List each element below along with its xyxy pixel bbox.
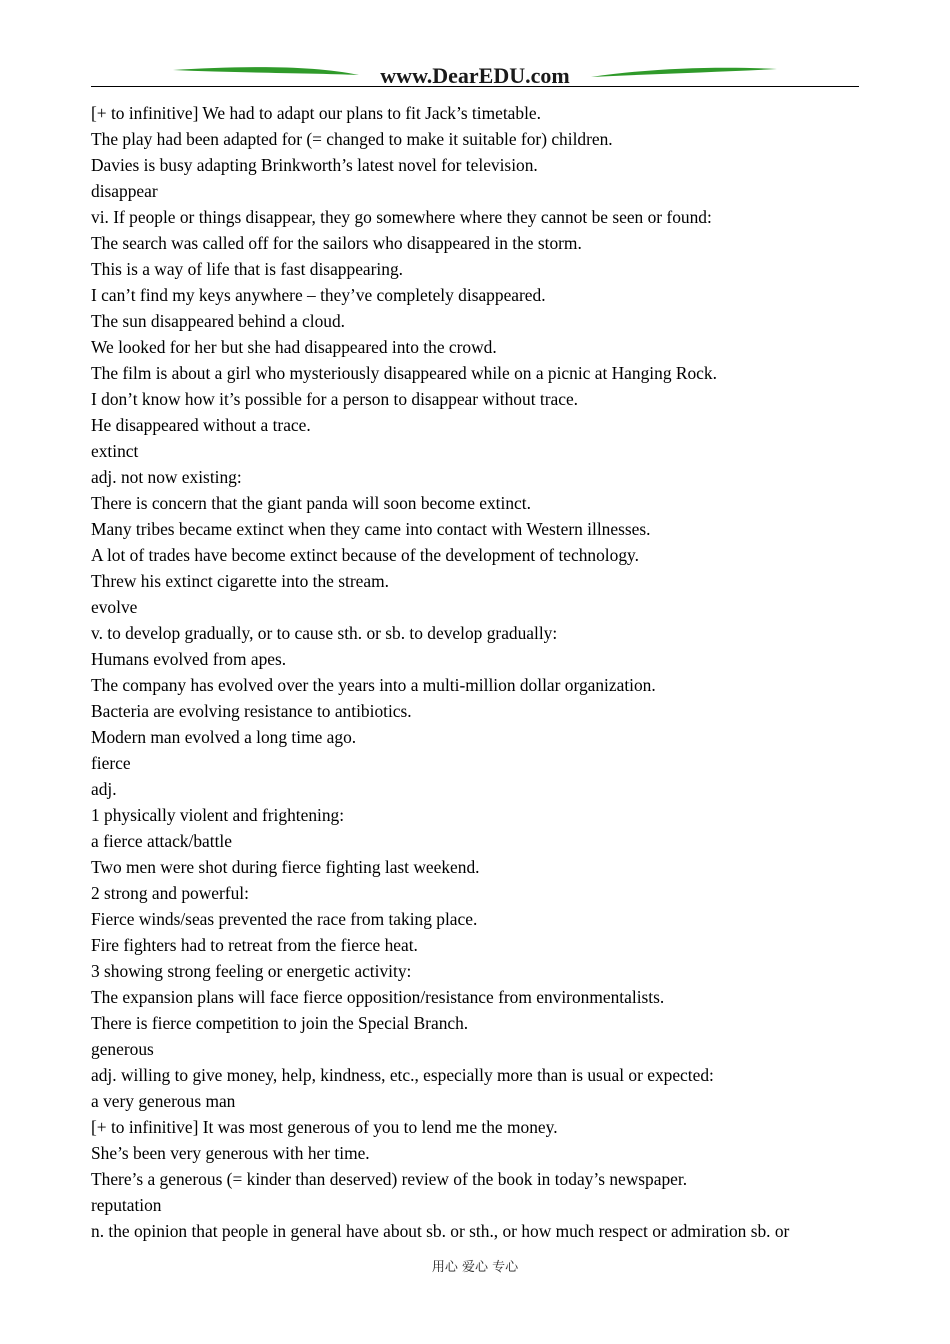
text-line: fierce — [91, 753, 131, 773]
text-line: Two men were shot during fierce fighting last weekend. — [91, 857, 480, 877]
text-line: v. to develop gradually, or to cause sth. or sb. to develop gradually: — [91, 623, 558, 643]
text-line: The expansion plans will face fierce opposition/resistance from environmentalists. — [91, 987, 665, 1007]
document-body — [91, 100, 866, 1244]
text-line: The sun disappeared behind a cloud. — [91, 311, 346, 331]
header-rule — [91, 86, 859, 87]
text-line: evolve — [91, 597, 138, 617]
logo-left-swoosh — [173, 67, 359, 75]
text-line: A lot of trades have become extinct because of the development of technology. — [91, 545, 639, 565]
text-line: The search was called off for the sailors who disappeared in the storm. — [91, 233, 582, 253]
text-line: n. the opinion that people in general have about sb. or sth., or how much respect or admiration sb. or — [91, 1221, 790, 1241]
text-line: Davies is busy adapting Brinkworth’s latest novel for television. — [91, 155, 538, 175]
logo-right-swoosh — [591, 68, 777, 77]
text-line: We looked for her but she had disappeared into the crowd. — [91, 337, 497, 357]
text-line: Humans evolved from apes. — [91, 649, 287, 669]
text-line: generous — [91, 1039, 154, 1059]
text-line: The film is about a girl who mysteriously disappeared while on a picnic at Hanging Rock. — [91, 363, 717, 383]
text-line: [+ to infinitive] We had to adapt our plans to fit Jack’s timetable. — [91, 103, 541, 123]
text-line: disappear — [91, 181, 158, 201]
text-line: vi. If people or things disappear, they go somewhere where they cannot be seen or found: — [91, 207, 712, 227]
text-line: 2 strong and powerful: — [91, 883, 249, 903]
text-line: Modern man evolved a long time ago. — [91, 727, 357, 747]
text-line: The company has evolved over the years into a multi-million dollar organization. — [91, 675, 656, 695]
text-line: a very generous man — [91, 1091, 236, 1111]
text-line: Many tribes became extinct when they came into contact with Western illnesses. — [91, 519, 651, 539]
text-line: extinct — [91, 441, 139, 461]
text-line: There’s a generous (= kinder than deserved) review of the book in today’s newspaper. — [91, 1169, 688, 1189]
text-line: There is concern that the giant panda will soon become extinct. — [91, 493, 531, 513]
text-line: adj. not now existing: — [91, 467, 242, 487]
text-line: Threw his extinct cigarette into the stream. — [91, 571, 389, 591]
page-header — [91, 60, 859, 90]
text-line: She’s been very generous with her time. — [91, 1143, 370, 1163]
text-line: 3 showing strong feeling or energetic activity: — [91, 961, 412, 981]
text-line: Bacteria are evolving resistance to antibiotics. — [91, 701, 412, 721]
text-line: Fire fighters had to retreat from the fierce heat. — [91, 935, 418, 955]
text-line: adj. — [91, 779, 117, 799]
text-line: I don’t know how it’s possible for a person to disappear without trace. — [91, 389, 579, 409]
text-line: He disappeared without a trace. — [91, 415, 311, 435]
page-footer: 用心 爱心 专心 — [431, 1260, 519, 1275]
logo-text: www.DearEDU.com — [380, 63, 570, 88]
text-line: reputation — [91, 1195, 162, 1215]
text-line: a fierce attack/battle — [91, 831, 232, 851]
text-line: The play had been adapted for (= changed to make it suitable for) children. — [91, 129, 613, 149]
text-line: adj. willing to give money, help, kindness, etc., especially more than is usual or expected: — [91, 1065, 714, 1085]
text-line: There is fierce competition to join the Special Branch. — [91, 1013, 469, 1033]
text-line: I can’t find my keys anywhere – they’ve completely disappeared. — [91, 285, 546, 305]
text-line: Fierce winds/seas prevented the race from taking place. — [91, 909, 478, 929]
text-line: [+ to infinitive] It was most generous of you to lend me the money. — [91, 1117, 558, 1137]
text-line: 1 physically violent and frightening: — [91, 805, 345, 825]
text-line: This is a way of life that is fast disappearing. — [91, 259, 403, 279]
